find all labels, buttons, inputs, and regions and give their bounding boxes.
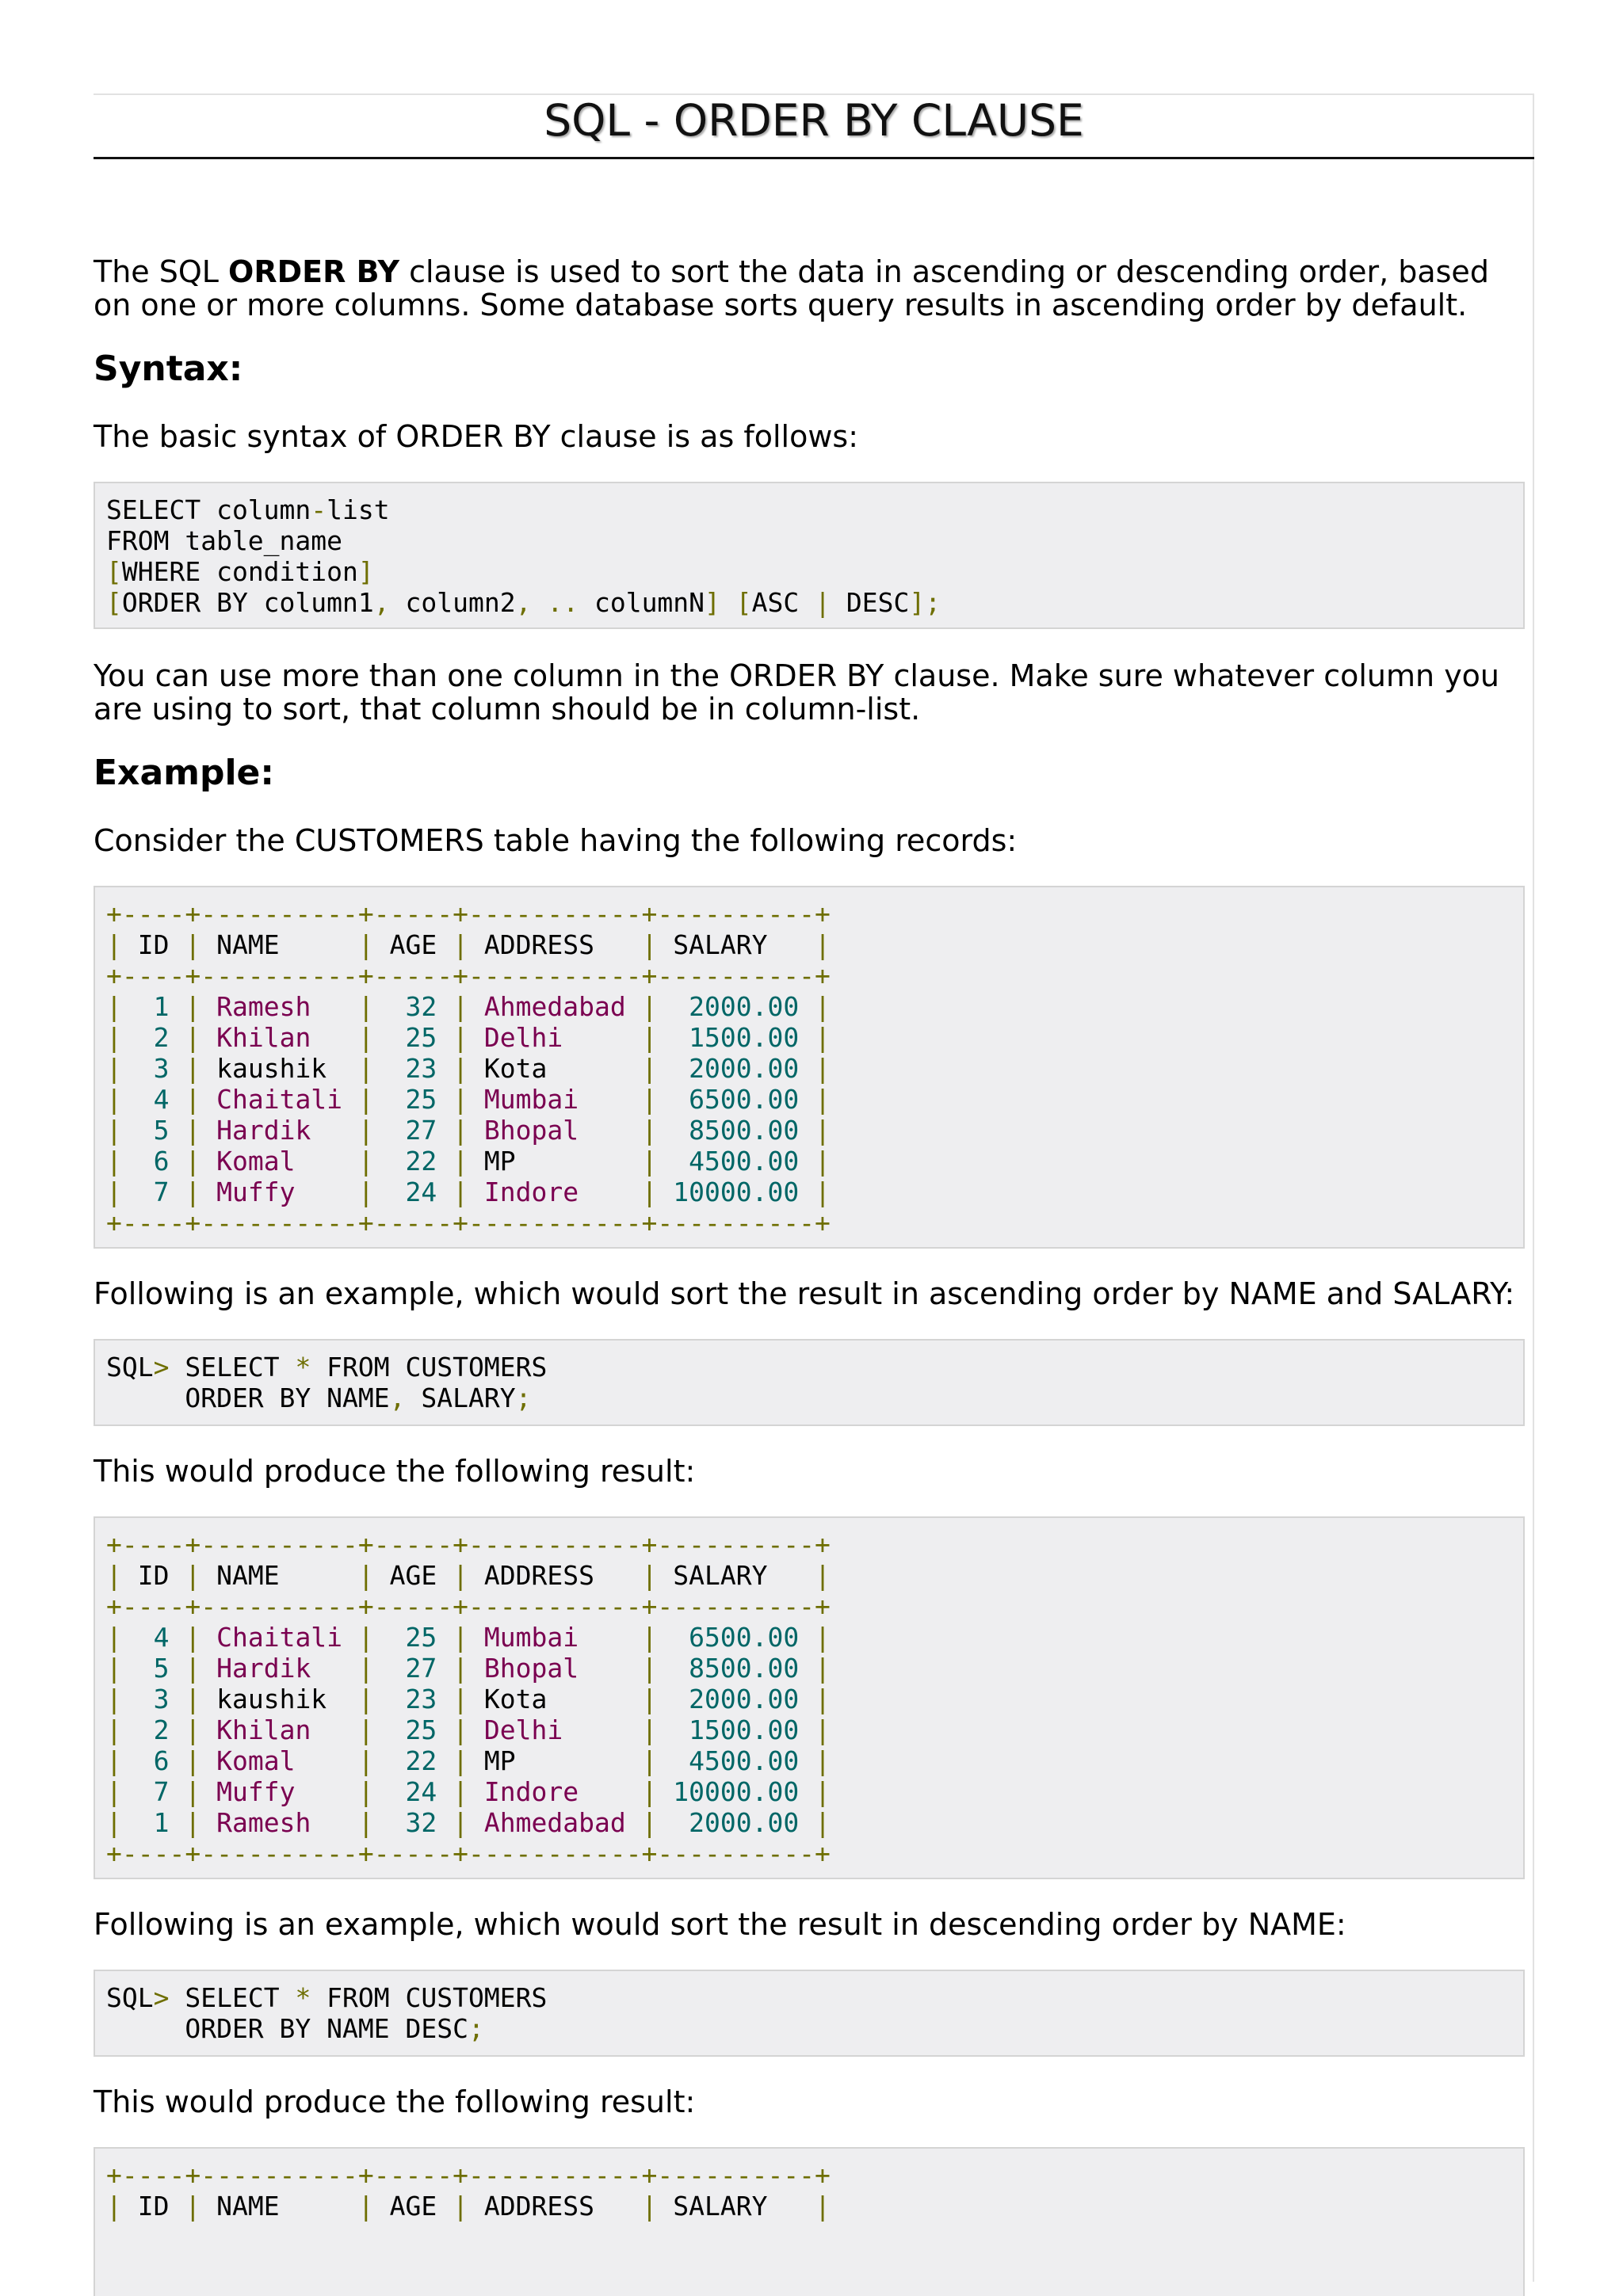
- table-cell-id: 3: [121, 1684, 185, 1714]
- table-pipe: |: [815, 1115, 831, 1146]
- table-pipe: |: [185, 1807, 201, 1838]
- table-pipe: |: [357, 1653, 374, 1684]
- table-cell-name: Ramesh: [200, 1807, 358, 1838]
- table-pipe: |: [357, 1177, 374, 1207]
- table-cell-id: 6: [121, 1745, 185, 1776]
- syntax-heading: Syntax:: [94, 349, 243, 389]
- table-header-cell: SALARY: [657, 2191, 815, 2222]
- table-pipe: |: [185, 1653, 201, 1684]
- table-pipe: |: [357, 1807, 374, 1838]
- table-pipe: |: [106, 1177, 122, 1207]
- table-cell-age: 25: [373, 1622, 453, 1653]
- table-cell-id: 5: [121, 1653, 185, 1684]
- table-pipe: |: [815, 1714, 831, 1745]
- table-pipe: |: [357, 929, 374, 960]
- table-border: [106, 1207, 1512, 1238]
- table-pipe: |: [641, 1053, 658, 1084]
- intro-before: The SQL: [94, 254, 229, 289]
- query-line: SQL> SELECT * FROM CUSTOMERS: [106, 1982, 548, 2013]
- table-row: [106, 1745, 1512, 1776]
- table-pipe: |: [815, 1084, 831, 1115]
- table-pipe: |: [106, 2191, 122, 2222]
- table-cell-address: Indore: [468, 1177, 642, 1207]
- asc-result-block: [94, 1516, 1525, 1879]
- table-pipe: |: [815, 991, 831, 1022]
- table-pipe: |: [453, 1146, 469, 1177]
- table-row: [106, 1714, 1512, 1745]
- table-pipe: |: [453, 1177, 469, 1207]
- table-pipe: |: [453, 929, 469, 960]
- table-pipe: |: [815, 1653, 831, 1684]
- table-pipe: |: [641, 1653, 658, 1684]
- table-pipe: |: [641, 1084, 658, 1115]
- table-cell-age: 25: [373, 1084, 453, 1115]
- table-pipe: |: [641, 1115, 658, 1146]
- table-row: [106, 1776, 1512, 1807]
- table-pipe: |: [106, 1560, 122, 1591]
- table-cell-address: Bhopal: [468, 1653, 642, 1684]
- table-cell-address: MP: [468, 1146, 642, 1177]
- table-pipe: |: [815, 1146, 831, 1177]
- query-line: SQL> SELECT * FROM CUSTOMERS: [106, 1352, 548, 1383]
- table-row: [106, 1022, 1512, 1053]
- table-pipe: |: [357, 1684, 374, 1714]
- example-heading: Example:: [94, 753, 274, 793]
- table-pipe: |: [357, 1560, 374, 1591]
- table-cell-age: 27: [373, 1115, 453, 1146]
- table-cell-salary: 2000.00: [657, 1807, 815, 1838]
- table-cell-name: Chaitali: [200, 1084, 358, 1115]
- table-pipe: |: [106, 1684, 122, 1714]
- table-cell-address: Mumbai: [468, 1622, 642, 1653]
- table-cell-name: Hardik: [200, 1653, 358, 1684]
- table-cell-salary: 1500.00: [657, 1714, 815, 1745]
- table-row: [106, 1146, 1512, 1177]
- intro-after: clause is used to sort the data in ascending or descending order, based on one or more columns. Some database sorts query results in ascending order by default.: [94, 254, 1489, 322]
- table-cell-salary: 6500.00: [657, 1084, 815, 1115]
- table-header-cell: NAME: [200, 1560, 358, 1591]
- table-cell-salary: 8500.00: [657, 1653, 815, 1684]
- table-pipe: |: [185, 991, 201, 1022]
- table-pipe: |: [641, 1776, 658, 1807]
- table-border-text: +----+----------+-----+-----------+----------+: [106, 1529, 831, 1560]
- table-pipe: |: [106, 1022, 122, 1053]
- table-border: [106, 960, 1512, 991]
- table-pipe: |: [815, 1745, 831, 1776]
- table-pipe: |: [357, 1022, 374, 1053]
- table-cell-name: kaushik: [200, 1053, 358, 1084]
- table-cell-age: 22: [373, 1745, 453, 1776]
- table-pipe: |: [106, 1653, 122, 1684]
- table-cell-salary: 2000.00: [657, 991, 815, 1022]
- table-pipe: |: [357, 1622, 374, 1653]
- table-header-cell: NAME: [200, 929, 358, 960]
- table-cell-address: Indore: [468, 1776, 642, 1807]
- table-pipe: |: [641, 1807, 658, 1838]
- table-cell-salary: 8500.00: [657, 1115, 815, 1146]
- table-cell-address: Bhopal: [468, 1115, 642, 1146]
- table-cell-age: 22: [373, 1146, 453, 1177]
- table-pipe: |: [106, 1807, 122, 1838]
- table-pipe: |: [453, 1022, 469, 1053]
- table-cell-id: 1: [121, 1807, 185, 1838]
- table-pipe: |: [185, 1022, 201, 1053]
- syntax-code-block: [94, 482, 1525, 629]
- table-border-text: +----+----------+-----+-----------+----------+: [106, 2160, 831, 2191]
- table-cell-name: Komal: [200, 1745, 358, 1776]
- syntax-code-line: [WHERE condition]: [106, 556, 374, 587]
- table-cell-name: Khilan: [200, 1714, 358, 1745]
- table-pipe: |: [185, 1560, 201, 1591]
- table-pipe: |: [641, 2191, 658, 2222]
- table-pipe: |: [641, 1560, 658, 1591]
- table-cell-name: Khilan: [200, 1022, 358, 1053]
- asc-result-text: This would produce the following result:: [94, 1454, 696, 1489]
- desc-result-block: [94, 2147, 1525, 2296]
- table-header-cell: SALARY: [657, 1560, 815, 1591]
- table-row: [106, 1807, 1512, 1838]
- table-cell-age: 24: [373, 1177, 453, 1207]
- table-pipe: |: [641, 1022, 658, 1053]
- table-pipe: |: [185, 2191, 201, 2222]
- table-cell-address: Delhi: [468, 1022, 642, 1053]
- table-pipe: |: [641, 1714, 658, 1745]
- table-pipe: |: [106, 1714, 122, 1745]
- table-row: [106, 1115, 1512, 1146]
- table-cell-salary: 4500.00: [657, 1745, 815, 1776]
- table-pipe: |: [185, 1714, 201, 1745]
- table-row: [106, 1622, 1512, 1653]
- table-pipe: |: [106, 1745, 122, 1776]
- table-cell-age: 32: [373, 1807, 453, 1838]
- table-pipe: |: [185, 1684, 201, 1714]
- table-cell-name: Komal: [200, 1146, 358, 1177]
- table-header-cell: AGE: [373, 1560, 453, 1591]
- table-header-row: [106, 1560, 1512, 1591]
- table-cell-id: 2: [121, 1022, 185, 1053]
- syntax-code-line: FROM table_name: [106, 525, 343, 556]
- table-cell-salary: 4500.00: [657, 1146, 815, 1177]
- table-pipe: |: [357, 1714, 374, 1745]
- table-cell-id: 4: [121, 1084, 185, 1115]
- table-border: [106, 898, 1512, 929]
- after-syntax-text: You can use more than one column in the ORDER BY clause. Make sure whatever column you are using to sort, that column should be in column-list.: [94, 658, 1500, 727]
- table-pipe: |: [815, 1177, 831, 1207]
- table-pipe: |: [453, 1115, 469, 1146]
- table-header-cell: ID: [121, 929, 185, 960]
- table-cell-id: 3: [121, 1053, 185, 1084]
- table-pipe: |: [106, 1084, 122, 1115]
- asc-example-text: Following is an example, which would sort the result in ascending order by NAME and SALARY:: [94, 1276, 1515, 1311]
- table-cell-name: Hardik: [200, 1115, 358, 1146]
- table-cell-address: Kota: [468, 1053, 642, 1084]
- table-pipe: |: [185, 1622, 201, 1653]
- customers-table-block: [94, 886, 1525, 1249]
- table-cell-age: 24: [373, 1776, 453, 1807]
- table-pipe: |: [453, 1084, 469, 1115]
- table-cell-name: kaushik: [200, 1684, 358, 1714]
- table-border: [106, 2160, 1512, 2191]
- table-cell-id: 1: [121, 991, 185, 1022]
- example-text: Consider the CUSTOMERS table having the following records:: [94, 823, 1018, 858]
- desc-example-text: Following is an example, which would sort the result in descending order by NAME:: [94, 1907, 1346, 1942]
- table-pipe: |: [453, 1776, 469, 1807]
- table-pipe: |: [106, 1146, 122, 1177]
- table-pipe: |: [453, 1807, 469, 1838]
- table-row: [106, 991, 1512, 1022]
- table-cell-age: 27: [373, 1653, 453, 1684]
- table-pipe: |: [185, 1776, 201, 1807]
- table-border: [106, 1591, 1512, 1622]
- table-cell-id: 7: [121, 1177, 185, 1207]
- table-pipe: |: [185, 1146, 201, 1177]
- table-border-text: +----+----------+-----+-----------+----------+: [106, 1207, 831, 1238]
- table-cell-id: 4: [121, 1622, 185, 1653]
- table-border-text: +----+----------+-----+-----------+----------+: [106, 960, 831, 991]
- table-cell-address: Ahmedabad: [468, 991, 642, 1022]
- table-cell-id: 7: [121, 1776, 185, 1807]
- table-cell-age: 25: [373, 1714, 453, 1745]
- table-pipe: |: [815, 1053, 831, 1084]
- table-pipe: |: [815, 929, 831, 960]
- table-cell-salary: 1500.00: [657, 1022, 815, 1053]
- table-cell-age: 23: [373, 1684, 453, 1714]
- table-cell-salary: 2000.00: [657, 1684, 815, 1714]
- table-pipe: |: [357, 1115, 374, 1146]
- table-cell-salary: 10000.00: [657, 1776, 815, 1807]
- table-pipe: |: [815, 1560, 831, 1591]
- table-header-row: [106, 929, 1512, 960]
- table-cell-name: Muffy: [200, 1776, 358, 1807]
- table-pipe: |: [106, 1115, 122, 1146]
- desc-result-text: This would produce the following result:: [94, 2084, 696, 2119]
- syntax-text: The basic syntax of ORDER BY clause is as follows:: [94, 419, 859, 454]
- table-header-cell: ADDRESS: [468, 929, 642, 960]
- table-border-text: +----+----------+-----+-----------+----------+: [106, 898, 831, 929]
- table-pipe: |: [357, 1053, 374, 1084]
- table-cell-address: Delhi: [468, 1714, 642, 1745]
- table-pipe: |: [453, 2191, 469, 2222]
- query-line: ORDER BY NAME DESC;: [106, 2013, 484, 2044]
- table-pipe: |: [815, 2191, 831, 2222]
- table-pipe: |: [815, 1622, 831, 1653]
- table-pipe: |: [106, 929, 122, 960]
- table-pipe: |: [357, 1146, 374, 1177]
- table-pipe: |: [641, 1684, 658, 1714]
- table-header-cell: AGE: [373, 929, 453, 960]
- table-cell-salary: 2000.00: [657, 1053, 815, 1084]
- table-pipe: |: [815, 1684, 831, 1714]
- table-cell-salary: 10000.00: [657, 1177, 815, 1207]
- table-pipe: |: [453, 1745, 469, 1776]
- table-cell-address: MP: [468, 1745, 642, 1776]
- table-pipe: |: [641, 1745, 658, 1776]
- table-pipe: |: [185, 1084, 201, 1115]
- table-border: [106, 1529, 1512, 1560]
- table-pipe: |: [453, 991, 469, 1022]
- table-cell-name: Ramesh: [200, 991, 358, 1022]
- table-cell-name: Muffy: [200, 1177, 358, 1207]
- table-header-cell: ADDRESS: [468, 2191, 642, 2222]
- table-header-cell: NAME: [200, 2191, 358, 2222]
- table-pipe: |: [815, 1776, 831, 1807]
- table-header-cell: AGE: [373, 2191, 453, 2222]
- table-cell-address: Mumbai: [468, 1084, 642, 1115]
- table-cell-age: 25: [373, 1022, 453, 1053]
- table-pipe: |: [185, 1745, 201, 1776]
- table-pipe: |: [815, 1022, 831, 1053]
- table-pipe: |: [185, 1177, 201, 1207]
- table-pipe: |: [641, 929, 658, 960]
- table-row: [106, 1653, 1512, 1684]
- table-cell-address: Ahmedabad: [468, 1807, 642, 1838]
- table-pipe: |: [106, 1776, 122, 1807]
- table-cell-id: 5: [121, 1115, 185, 1146]
- table-pipe: |: [641, 1177, 658, 1207]
- page-title: SQL - ORDER BY CLAUSE: [94, 93, 1534, 159]
- table-pipe: |: [185, 929, 201, 960]
- table-pipe: |: [453, 1560, 469, 1591]
- table-pipe: |: [453, 1684, 469, 1714]
- table-header-cell: ID: [121, 2191, 185, 2222]
- table-header-row: [106, 2191, 1512, 2222]
- asc-query-block: [94, 1339, 1525, 1426]
- table-cell-age: 32: [373, 991, 453, 1022]
- table-row: [106, 1084, 1512, 1115]
- table-cell-salary: 6500.00: [657, 1622, 815, 1653]
- table-pipe: |: [106, 1053, 122, 1084]
- table-pipe: |: [453, 1053, 469, 1084]
- table-pipe: |: [357, 1084, 374, 1115]
- table-row: [106, 1177, 1512, 1207]
- table-pipe: |: [106, 991, 122, 1022]
- table-row: [106, 1684, 1512, 1714]
- table-header-cell: SALARY: [657, 929, 815, 960]
- table-pipe: |: [453, 1622, 469, 1653]
- table-pipe: |: [106, 1622, 122, 1653]
- desc-query-block: [94, 1970, 1525, 2057]
- syntax-code-line: SELECT column-list: [106, 494, 390, 525]
- table-pipe: |: [641, 1622, 658, 1653]
- table-pipe: |: [357, 1745, 374, 1776]
- table-pipe: |: [185, 1053, 201, 1084]
- table-border: [106, 1838, 1512, 1869]
- intro-paragraph: [94, 255, 1520, 322]
- table-pipe: |: [641, 1146, 658, 1177]
- intro-bold: ORDER BY: [228, 254, 400, 289]
- table-pipe: |: [357, 991, 374, 1022]
- table-cell-name: Chaitali: [200, 1622, 358, 1653]
- table-border-text: +----+----------+-----+-----------+----------+: [106, 1591, 831, 1622]
- table-header-cell: ID: [121, 1560, 185, 1591]
- table-border-text: +----+----------+-----+-----------+----------+: [106, 1838, 831, 1869]
- query-line: ORDER BY NAME, SALARY;: [106, 1383, 532, 1413]
- table-cell-id: 2: [121, 1714, 185, 1745]
- table-pipe: |: [641, 991, 658, 1022]
- syntax-code-line: [ORDER BY column1, column2, .. columnN] [ASC | DESC];: [106, 587, 941, 618]
- table-cell-address: Kota: [468, 1684, 642, 1714]
- table-pipe: |: [453, 1653, 469, 1684]
- table-pipe: |: [185, 1115, 201, 1146]
- table-pipe: |: [357, 1776, 374, 1807]
- table-cell-id: 6: [121, 1146, 185, 1177]
- table-pipe: |: [357, 2191, 374, 2222]
- table-pipe: |: [453, 1714, 469, 1745]
- table-header-cell: ADDRESS: [468, 1560, 642, 1591]
- table-row: [106, 1053, 1512, 1084]
- table-cell-age: 23: [373, 1053, 453, 1084]
- table-pipe: |: [815, 1807, 831, 1838]
